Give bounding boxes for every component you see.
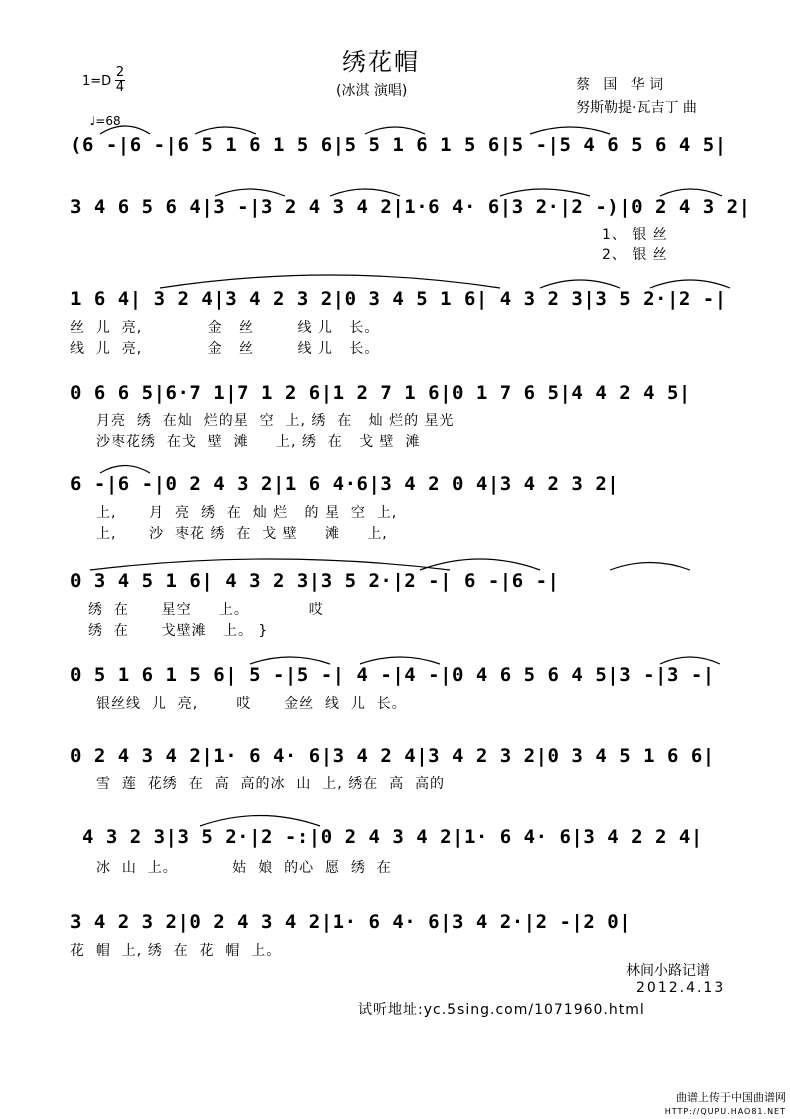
music-line-2: 3 4 6 5 6 4|3 -|3 2 4 3 4 2|1·6 4· 6|3 2·|2 -)|0 2 4 3 2| (70, 196, 751, 218)
lyric-line-8-1: 雪 莲 花绣 在 高 高的冰 山 上, 绣在 高 高的 (96, 776, 446, 792)
slur-mark (215, 189, 285, 196)
lyric-line-6-1: 绣 在 星空 上。 哎 (88, 602, 324, 618)
meter-top: 2 (115, 65, 125, 80)
slur-mark (90, 559, 450, 570)
key-signature: 1=D (82, 74, 112, 89)
music-line-7: 0 5 1 6 1 5 6| 5 -|5 -| 4 -|4 -|0 4 6 5 6 4 5|3 -|3 -| (70, 664, 715, 686)
lyric-line-4-2: 沙枣花绣 在戈 壁 滩 上, 绣 在 戈 壁 滩 (96, 434, 421, 450)
lyric-line-9-1: 冰 山 上。 姑 娘 的心 愿 绣 在 (96, 860, 392, 876)
slur-mark (365, 127, 425, 134)
tempo-value: =68 (95, 114, 121, 128)
slur-mark (160, 275, 500, 288)
slur-mark (250, 657, 330, 664)
slur-mark (200, 816, 320, 827)
transcriber-credit: 林间小路记谱 (626, 963, 710, 979)
music-line-5: 6 -|6 -|0 2 4 3 2|1 6 4·6|3 4 2 0 4|3 4 2 3 2| (70, 473, 620, 495)
slur-mark (500, 189, 590, 196)
lyric-line-5-2: 上, 沙 枣花 绣 在 戈 壁 滩 上, (96, 526, 388, 542)
music-line-9: 4 3 2 3|3 5 2·|2 -:|0 2 4 3 4 2|1· 6 4· 6|3 4 2 2 4| (70, 826, 703, 848)
music-line-3: 1 6 4| 3 2 4|3 4 2 3 2|0 3 4 5 1 6| 4 3 2 3|3 5 2·|2 -| (70, 288, 727, 310)
meter-bottom: 4 (115, 80, 125, 95)
music-line-1: (6 -|6 -|6 5 1 6 1 5 6|5 5 1 6 1 5 6|5 -|5 4 6 5 6 4 5| (70, 134, 727, 156)
song-title: 绣花帽 (342, 48, 420, 76)
lyric-line-6-2: 绣 在 戈壁滩 上。 } (88, 623, 269, 639)
site-watermark-url: HTTP://QUPU.HAO81.NET (664, 1107, 786, 1116)
listen-link[interactable]: 试听地址:yc.5sing.com/1071960.html (358, 1002, 645, 1018)
site-watermark: 曲谱上传于中国曲谱网 (676, 1091, 786, 1104)
music-line-6: 0 3 4 5 1 6| 4 3 2 3|3 5 2·|2 -| 6 -|6 -| (70, 570, 560, 592)
lyric-line-2-1: 1、 银 丝 (602, 227, 668, 243)
lyric-line-3-2: 线 儿 亮, 金 丝 线 儿 长。 (70, 341, 380, 357)
transcribe-date: 2012.4.13 (636, 980, 726, 996)
slur-mark (660, 189, 722, 196)
performer-note: (冰淇 演唱) (336, 83, 408, 99)
slur-mark (100, 466, 150, 474)
slur-mark (650, 280, 730, 288)
lyric-line-5-1: 上, 月 亮 绣 在 灿 烂 的 星 空 上, (96, 505, 398, 521)
lyric-line-10-1: 花 帽 上, 绣 在 花 帽 上。 (70, 943, 282, 959)
slur-mark (660, 657, 720, 664)
slur-mark (540, 280, 620, 288)
lyric-line-3-1: 丝 儿 亮, 金 丝 线 儿 长。 (70, 320, 380, 336)
composer-credit: 努斯勒提·瓦吉丁 曲 (576, 100, 697, 116)
lyricist-credit: 蔡 国 华 词 (576, 77, 664, 93)
slur-mark (530, 127, 610, 134)
slur-mark (195, 127, 256, 134)
slur-mark (100, 126, 150, 134)
music-line-10: 3 4 2 3 2|0 2 4 3 4 2|1· 6 4· 6|3 4 2·|2 -|2 0| (70, 911, 632, 933)
lyric-line-4-1: 月亮 绣 在灿 烂的星 空 上, 绣 在 灿 烂的 星光 (96, 413, 455, 429)
quarter-note-icon: ♩ (89, 114, 96, 128)
music-line-4: 0 6 6 5|6·7 1|7 1 2 6|1 2 7 1 6|0 1 7 6 5|4 4 2 4 5| (70, 382, 691, 404)
slur-mark (360, 657, 440, 664)
lyric-line-7-1: 银丝线 儿 亮, 哎 金丝 线 儿 长。 (96, 696, 407, 712)
lyric-line-2-2: 2、 银 丝 (602, 247, 668, 263)
slur-mark (610, 563, 690, 571)
music-line-8: 0 2 4 3 4 2|1· 6 4· 6|3 4 2 4|3 4 2 3 2|0 3 4 5 1 6 6| (70, 745, 715, 767)
slur-mark (330, 189, 400, 196)
